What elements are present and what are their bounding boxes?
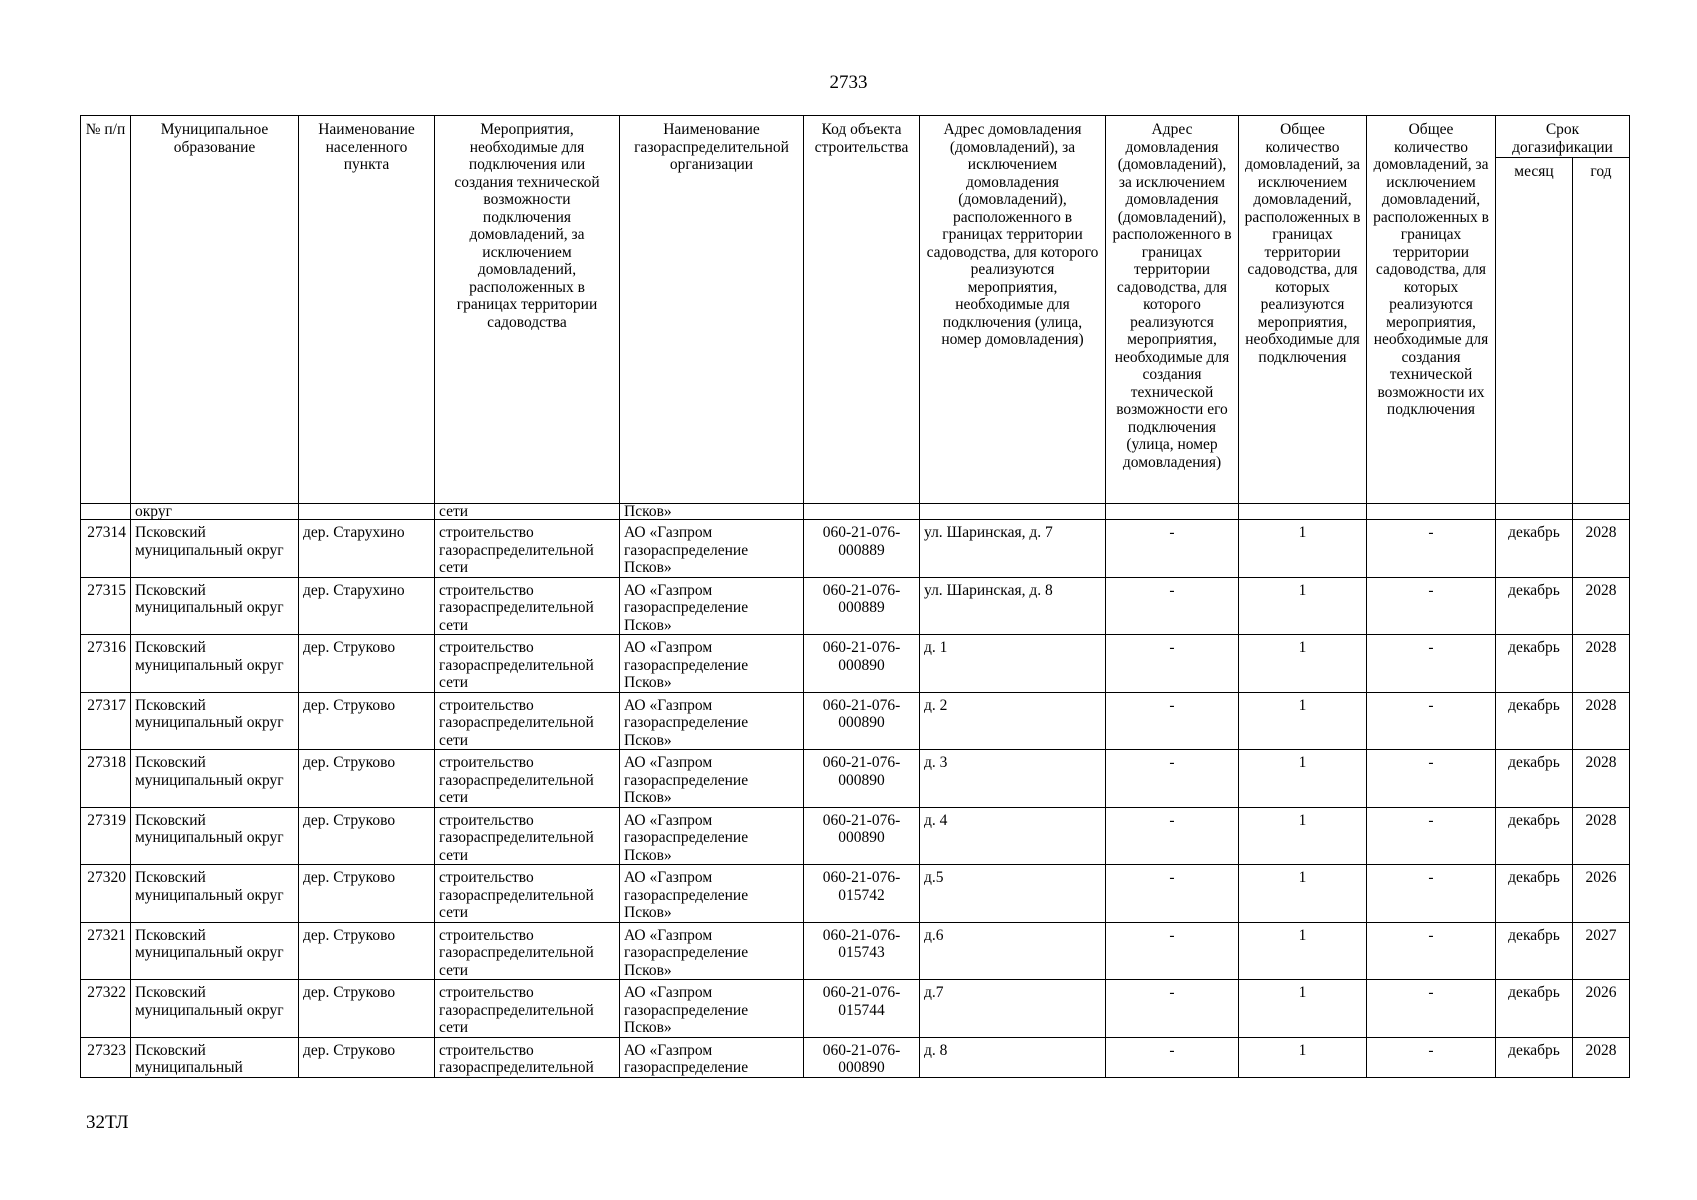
header-address-create: Адрес домовладения (домовладений), за исключением домовладения (домовладений), расположенного в границах территории садоводства, для которого реализуются мероприятия, необходимые для создания технической возможности его подключения (улица, номер домовладения) — [1106, 116, 1239, 504]
cell-object-code: 060-21-076-000890 — [804, 635, 920, 693]
cell-month: декабрь — [1496, 635, 1573, 693]
cell-gas-org: АО «Газпром газораспределение Псков» — [620, 865, 804, 923]
cell-total-connect: 1 — [1239, 577, 1367, 635]
cell-gas-org: АО «Газпром газораспределение Псков» — [620, 692, 804, 750]
cell-year: 2027 — [1573, 922, 1630, 980]
cell-measures: строительство газораспределительной сети — [435, 692, 620, 750]
cell-year: 2026 — [1573, 980, 1630, 1038]
cell-month: декабрь — [1496, 750, 1573, 808]
header-municipality: Муниципальное образование — [131, 116, 299, 504]
cell-object-code: 060-21-076-015742 — [804, 865, 920, 923]
cell-measures: строительство газораспределительной сети — [435, 807, 620, 865]
cell-total-create: - — [1367, 635, 1496, 693]
cell-measures: строительство газораспределительной сети — [435, 520, 620, 578]
cont-measures: сети — [435, 504, 620, 520]
cell-gas-org: АО «Газпром газораспределение Псков» — [620, 807, 804, 865]
cell-num: 27323 — [81, 1037, 131, 1077]
cell-gas-org: АО «Газпром газораспределение Псков» — [620, 577, 804, 635]
cell-num: 27314 — [81, 520, 131, 578]
cell-address-create: - — [1106, 807, 1239, 865]
cell-object-code: 060-21-076-015743 — [804, 922, 920, 980]
footer-code: 32ТЛ — [86, 1112, 129, 1133]
cont-gas-org: Псков» — [620, 504, 804, 520]
cell-num: 27321 — [81, 922, 131, 980]
cell-total-create: - — [1367, 1037, 1496, 1077]
continuation-row — [81, 504, 1630, 520]
cell-total-create: - — [1367, 865, 1496, 923]
cell-month: декабрь — [1496, 692, 1573, 750]
cell-object-code: 060-21-076-000890 — [804, 692, 920, 750]
cell-address-create: - — [1106, 750, 1239, 808]
cell-total-connect: 1 — [1239, 750, 1367, 808]
page-number: 2733 — [829, 72, 868, 93]
cell-year: 2028 — [1573, 807, 1630, 865]
table-row — [81, 750, 1630, 808]
cell-settlement: дер. Струково — [299, 807, 435, 865]
gasification-table — [80, 115, 1630, 1078]
cell-municipality: Псковский муниципальный округ — [131, 807, 299, 865]
cell-year: 2028 — [1573, 750, 1630, 808]
cell-object-code: 060-21-076-000890 — [804, 807, 920, 865]
cell-settlement: дер. Струково — [299, 750, 435, 808]
cell-total-create: - — [1367, 980, 1496, 1038]
cell-object-code: 060-21-076-000889 — [804, 577, 920, 635]
cell-total-connect: 1 — [1239, 1037, 1367, 1077]
cell-year: 2026 — [1573, 865, 1630, 923]
cell-month: декабрь — [1496, 520, 1573, 578]
cell-address: ул. Шаринская, д. 8 — [920, 577, 1106, 635]
cell-total-connect: 1 — [1239, 692, 1367, 750]
cell-address-create: - — [1106, 635, 1239, 693]
cell-year: 2028 — [1573, 577, 1630, 635]
header-gas-org: Наименование газораспределительной организации — [620, 116, 804, 504]
cell-num: 27318 — [81, 750, 131, 808]
header-object-code: Код объекта строительства — [804, 116, 920, 504]
cell-address: д.6 — [920, 922, 1106, 980]
cell-measures: строительство газораспределительной — [435, 1037, 620, 1077]
cell-total-connect: 1 — [1239, 807, 1367, 865]
cell-gas-org: АО «Газпром газораспределение Псков» — [620, 635, 804, 693]
cell-total-connect: 1 — [1239, 520, 1367, 578]
cell-object-code: 060-21-076-000890 — [804, 1037, 920, 1077]
cell-settlement: дер. Струково — [299, 692, 435, 750]
cell-total-connect: 1 — [1239, 922, 1367, 980]
cell-address: д. 1 — [920, 635, 1106, 693]
table-body — [81, 504, 1630, 1078]
table-row — [81, 922, 1630, 980]
cell-object-code: 060-21-076-000890 — [804, 750, 920, 808]
cell-num: 27319 — [81, 807, 131, 865]
header-address-connect: Адрес домовладения (домовладений), за исключением домовладения (домовладений), расположенного в границах территории садоводства, для которого реализуются мероприятия, необходимые для подключения (улица, номер домовладения) — [920, 116, 1106, 504]
header-num: № п/п — [81, 116, 131, 504]
cell-address: д.5 — [920, 865, 1106, 923]
table-row — [81, 520, 1630, 578]
cell-month: декабрь — [1496, 577, 1573, 635]
cell-gas-org: АО «Газпром газораспределение Псков» — [620, 520, 804, 578]
cell-address-create: - — [1106, 577, 1239, 635]
cell-measures: строительство газораспределительной сети — [435, 635, 620, 693]
cell-total-create: - — [1367, 922, 1496, 980]
cell-municipality: Псковский муниципальный округ — [131, 692, 299, 750]
cell-total-connect: 1 — [1239, 635, 1367, 693]
cell-settlement: дер. Старухино — [299, 520, 435, 578]
cell-municipality: Псковский муниципальный округ — [131, 577, 299, 635]
cell-year: 2028 — [1573, 692, 1630, 750]
cell-num: 27322 — [81, 980, 131, 1038]
cell-gas-org: АО «Газпром газораспределение Псков» — [620, 980, 804, 1038]
table-row — [81, 635, 1630, 693]
cell-num: 27320 — [81, 865, 131, 923]
cell-address: д. 2 — [920, 692, 1106, 750]
header-deadline: Срок догазификации — [1496, 116, 1630, 158]
cell-address: д.7 — [920, 980, 1106, 1038]
cell-gas-org: АО «Газпром газораспределение Псков» — [620, 922, 804, 980]
cell-month: декабрь — [1496, 807, 1573, 865]
cell-object-code: 060-21-076-015744 — [804, 980, 920, 1038]
cell-address-create: - — [1106, 1037, 1239, 1077]
cell-measures: строительство газораспределительной сети — [435, 865, 620, 923]
table-row — [81, 980, 1630, 1038]
cell-year: 2028 — [1573, 520, 1630, 578]
cell-measures: строительство газораспределительной сети — [435, 750, 620, 808]
cell-year: 2028 — [1573, 1037, 1630, 1077]
cell-address-create: - — [1106, 980, 1239, 1038]
table-row — [81, 692, 1630, 750]
header-total-connect: Общее количество домовладений, за исключением домовладений, расположенных в границах территории садоводства, для которых реализуются мероприятия, необходимые для подключения — [1239, 116, 1367, 504]
cell-total-create: - — [1367, 692, 1496, 750]
cell-total-connect: 1 — [1239, 865, 1367, 923]
cell-object-code: 060-21-076-000889 — [804, 520, 920, 578]
cell-month: декабрь — [1496, 1037, 1573, 1077]
cell-total-create: - — [1367, 807, 1496, 865]
cell-total-create: - — [1367, 520, 1496, 578]
cell-settlement: дер. Старухино — [299, 577, 435, 635]
cell-address-create: - — [1106, 520, 1239, 578]
cell-measures: строительство газораспределительной сети — [435, 980, 620, 1038]
cell-month: декабрь — [1496, 865, 1573, 923]
table-header — [81, 116, 1630, 504]
cell-measures: строительство газораспределительной сети — [435, 577, 620, 635]
cont-municipality: округ — [131, 504, 299, 520]
cell-municipality: Псковский муниципальный округ — [131, 635, 299, 693]
cell-municipality: Псковский муниципальный округ — [131, 520, 299, 578]
cell-total-create: - — [1367, 750, 1496, 808]
cell-municipality: Псковский муниципальный округ — [131, 980, 299, 1038]
table-row — [81, 807, 1630, 865]
cell-address-create: - — [1106, 865, 1239, 923]
cell-municipality: Псковский муниципальный округ — [131, 865, 299, 923]
table-row — [81, 577, 1630, 635]
table-row — [81, 865, 1630, 923]
header-measures: Мероприятия, необходимые для подключения или создания технической возможности подключения домовладений, за исключением домовладений, расположенных в границах территории садоводства — [435, 116, 620, 504]
cell-num: 27315 — [81, 577, 131, 635]
cell-municipality: Псковский муниципальный округ — [131, 922, 299, 980]
header-total-create: Общее количество домовладений, за исключением домовладений, расположенных в границах территории садоводства, для которых реализуются мероприятия, необходимые для создания технической возможности их подключения — [1367, 116, 1496, 504]
cell-address: д. 4 — [920, 807, 1106, 865]
cell-settlement: дер. Струково — [299, 922, 435, 980]
header-month: месяц — [1496, 158, 1573, 504]
cell-num: 27316 — [81, 635, 131, 693]
cell-total-connect: 1 — [1239, 980, 1367, 1038]
cell-address-create: - — [1106, 922, 1239, 980]
table-row — [81, 1037, 1630, 1077]
cell-year: 2028 — [1573, 635, 1630, 693]
cell-settlement: дер. Струково — [299, 980, 435, 1038]
cell-address: д. 3 — [920, 750, 1106, 808]
cell-municipality: Псковский муниципальный — [131, 1037, 299, 1077]
cell-settlement: дер. Струково — [299, 635, 435, 693]
cell-num: 27317 — [81, 692, 131, 750]
cell-measures: строительство газораспределительной сети — [435, 922, 620, 980]
cell-address: д. 8 — [920, 1037, 1106, 1077]
header-year: год — [1573, 158, 1630, 504]
cell-month: декабрь — [1496, 922, 1573, 980]
cell-gas-org: АО «Газпром газораспределение Псков» — [620, 750, 804, 808]
cell-address: ул. Шаринская, д. 7 — [920, 520, 1106, 578]
cell-settlement: дер. Струково — [299, 1037, 435, 1077]
cell-total-create: - — [1367, 577, 1496, 635]
cell-month: декабрь — [1496, 980, 1573, 1038]
header-settlement: Наименование населенного пункта — [299, 116, 435, 504]
cell-settlement: дер. Струково — [299, 865, 435, 923]
cell-address-create: - — [1106, 692, 1239, 750]
cell-municipality: Псковский муниципальный округ — [131, 750, 299, 808]
cell-gas-org: АО «Газпром газораспределение — [620, 1037, 804, 1077]
